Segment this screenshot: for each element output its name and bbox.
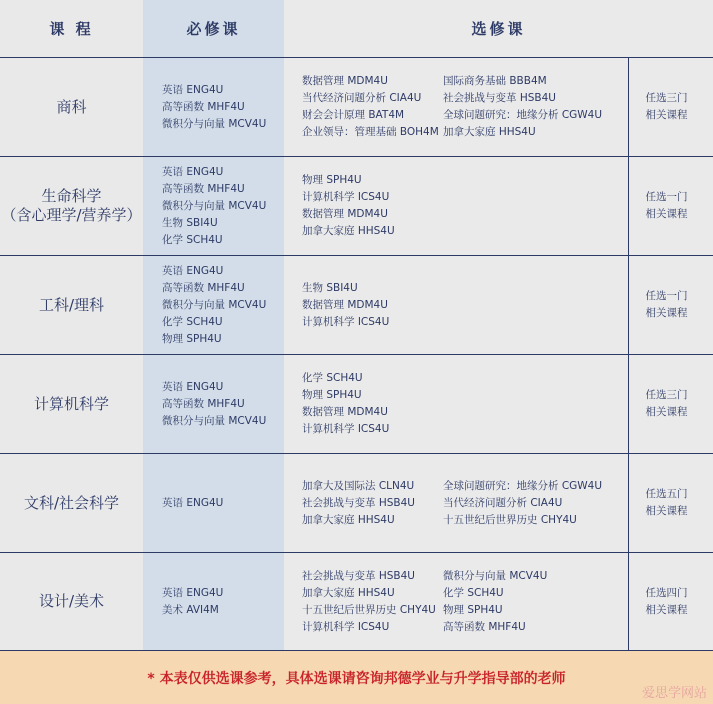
- required-courses: [143, 454, 284, 553]
- note-line: 任选三门: [645, 389, 688, 401]
- note-line: 任选一门: [645, 191, 688, 203]
- course-item: 美术 AVI4M: [162, 603, 219, 616]
- course-item: 加拿大及国际法 CLN4U: [302, 479, 415, 492]
- selection-note: [628, 256, 713, 355]
- elective-courses-col1: [284, 256, 443, 355]
- course-item: 物理 SPH4U: [162, 332, 222, 345]
- course-item: 计算机科学 ICS4U: [302, 423, 390, 435]
- category-label: 计算机科学: [33, 394, 109, 413]
- note-line: 相关课程: [645, 208, 688, 220]
- course-item: 微积分与向量 MCV4U: [162, 117, 267, 130]
- course-item: 计算机科学 ICS4U: [302, 191, 390, 203]
- course-item: 十五世纪后世界历史 CHY4U: [443, 513, 577, 526]
- note-line: 任选四门: [645, 586, 688, 599]
- category-label: 商科: [56, 97, 87, 116]
- course-item: 国际商务基础 BBB4M: [443, 75, 547, 87]
- note-line: 相关课程: [645, 109, 688, 121]
- elective-courses-col1: [284, 58, 443, 157]
- course-item: 数据管理 MDM4U: [302, 75, 388, 87]
- elective-courses-col2: [443, 553, 628, 651]
- course-item: 物理 SPH4U: [302, 389, 362, 401]
- category-name: [0, 355, 143, 454]
- elective-courses-col2: [443, 454, 628, 553]
- course-item: 微积分与向量 MCV4U: [443, 569, 548, 582]
- course-item: 化学 SCH4U: [443, 586, 504, 599]
- course-item: 微积分与向量 MCV4U: [162, 199, 267, 212]
- elective-courses-col2: [443, 256, 628, 355]
- course-item: 英语 ENG4U: [162, 83, 224, 96]
- note-line: 相关课程: [645, 307, 688, 319]
- category-label: 设计/美术: [38, 592, 105, 610]
- category-name: [0, 58, 143, 157]
- course-item: 数据管理 MDM4U: [302, 406, 388, 418]
- course-item: 高等函数 MHF4U: [443, 620, 526, 633]
- category-name: [0, 454, 143, 553]
- elective-courses-col2: [443, 157, 628, 256]
- selection-note: [628, 553, 713, 651]
- elective-courses-col1: [284, 553, 443, 651]
- note-line: 任选一门: [645, 290, 688, 302]
- course-item: 英语 ENG4U: [162, 496, 224, 509]
- course-item: 英语 ENG4U: [162, 264, 224, 277]
- course-item: 英语 ENG4U: [162, 586, 224, 599]
- elective-courses-col1: [284, 157, 443, 256]
- course-item: 社会挑战与变革 HSB4U: [302, 496, 415, 509]
- watermark: 爱思学网站: [641, 686, 707, 701]
- course-item: 加拿大家庭 HHS4U: [302, 225, 395, 237]
- course-item: 高等函数 MHF4U: [162, 397, 245, 410]
- header-row: [0, 0, 713, 58]
- header-category: 课 程: [0, 0, 143, 58]
- course-item: 英语 ENG4U: [162, 380, 224, 393]
- course-item: 社会挑战与变革 HSB4U: [302, 569, 415, 582]
- required-courses: [143, 157, 284, 256]
- selection-note: [628, 355, 713, 454]
- required-courses: [143, 58, 284, 157]
- course-item: 数据管理 MDM4U: [302, 298, 388, 311]
- course-item: 加拿大家庭 HHS4U: [302, 513, 395, 526]
- course-item: 全球问题研究：地缘分析 CGW4U: [443, 109, 603, 121]
- course-item: 英语 ENG4U: [162, 165, 224, 178]
- course-item: 化学 SCH4U: [162, 233, 223, 246]
- course-item: 高等函数 MHF4U: [162, 100, 245, 113]
- required-courses: [143, 256, 284, 355]
- course-item: 十五世纪后世界历史 CHY4U: [302, 603, 436, 616]
- table-row: [0, 355, 713, 454]
- course-item: 计算机科学 ICS4U: [302, 315, 390, 328]
- category-name: [0, 256, 143, 355]
- course-item: 当代经济问题分析 CIA4U: [302, 92, 422, 104]
- category-label: 工科/理科: [38, 295, 105, 314]
- course-item: 计算机科学 ICS4U: [302, 620, 390, 633]
- selection-note: [628, 58, 713, 157]
- course-item: 物理 SPH4U: [443, 603, 503, 616]
- course-item: 加拿大家庭 HHS4U: [302, 586, 395, 599]
- course-item: 全球问题研究：地缘分析 CGW4U: [443, 479, 603, 492]
- footer-banner: [0, 651, 713, 704]
- header-elective: 选修课: [284, 0, 713, 58]
- course-item: 高等函数 MHF4U: [162, 182, 245, 195]
- selection-note: [628, 157, 713, 256]
- category-label: 文科/社会科学: [23, 493, 120, 512]
- table-row: [0, 454, 713, 553]
- elective-courses-col1: [284, 355, 443, 454]
- required-courses: [143, 553, 284, 651]
- course-item: 企业领导：管理基础 BOH4M: [302, 126, 439, 138]
- course-item: 生物 SBI4U: [162, 216, 218, 229]
- course-item: 数据管理 MDM4U: [302, 208, 388, 220]
- selection-note: [628, 454, 713, 553]
- note-line: 相关课程: [645, 603, 688, 616]
- table-row: [0, 553, 713, 651]
- table-body: [0, 58, 713, 651]
- course-item: 物理 SPH4U: [302, 174, 362, 186]
- footer-note: * 本表仅供选课参考，具体选课请咨询邦德学业与升学指导部的老师: [147, 671, 566, 687]
- table-row: [0, 157, 713, 256]
- course-item: 生物 SBI4U: [302, 281, 358, 294]
- note-line: 相关课程: [645, 406, 688, 418]
- elective-courses-col2: [443, 355, 628, 454]
- header-required: 必修课: [143, 0, 284, 58]
- course-item: 微积分与向量 MCV4U: [162, 414, 267, 427]
- note-line: 任选三门: [645, 92, 688, 104]
- category-label: 生命科学: [41, 187, 102, 205]
- course-item: 化学 SCH4U: [302, 372, 363, 384]
- course-item: 化学 SCH4U: [162, 315, 223, 328]
- required-courses: [143, 355, 284, 454]
- elective-courses-col2: [443, 58, 628, 157]
- course-item: 微积分与向量 MCV4U: [162, 298, 267, 311]
- category-name: [0, 553, 143, 651]
- course-item: 社会挑战与变革 HSB4U: [443, 92, 556, 104]
- elective-courses-col1: [284, 454, 443, 553]
- course-item: 当代经济问题分析 CIA4U: [443, 496, 563, 509]
- course-item: 加拿大家庭 HHS4U: [443, 126, 536, 138]
- note-line: 任选五门: [645, 488, 688, 500]
- table-row: [0, 256, 713, 355]
- category-name: [0, 157, 143, 256]
- note-line: 相关课程: [645, 505, 688, 517]
- table-row: [0, 58, 713, 157]
- course-item: 高等函数 MHF4U: [162, 281, 245, 294]
- course-item: 财会会计原理 BAT4M: [302, 109, 405, 121]
- category-label: （含心理学/营养学）: [1, 206, 142, 224]
